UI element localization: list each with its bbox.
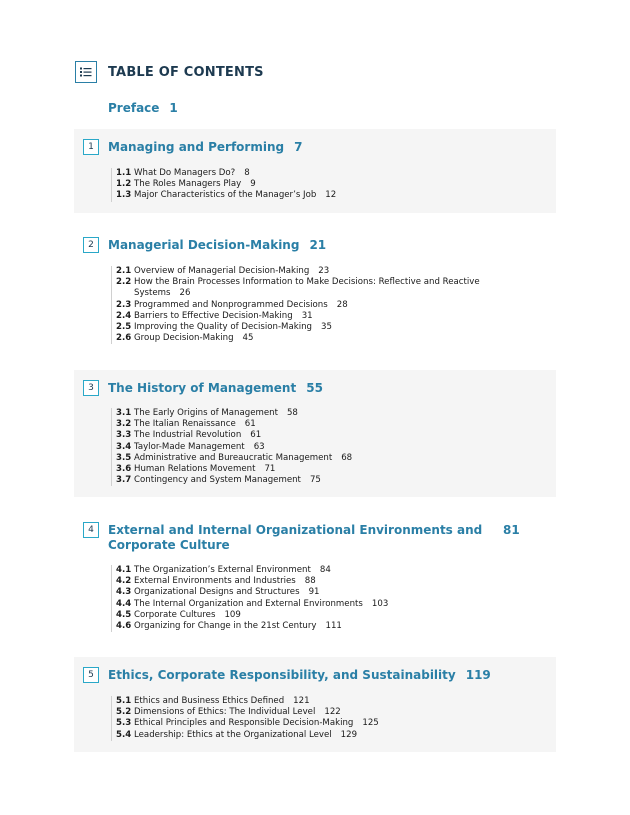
- section-list: [111, 168, 336, 202]
- preface-label: Preface: [108, 101, 160, 115]
- toc-entry-preface[interactable]: [108, 101, 178, 115]
- chapter-5: [74, 657, 556, 752]
- section-item[interactable]: 2.5 Improving the Quality of Decision-Making 35: [116, 322, 332, 333]
- chapter-page: 55: [306, 381, 323, 395]
- chapter-title-text: Managing and Performing: [108, 140, 285, 154]
- chapter-title[interactable]: [108, 668, 491, 683]
- chapter-title[interactable]: [108, 238, 326, 253]
- section-item[interactable]: 5.2 Dimensions of Ethics: The Individual Level 122: [116, 707, 341, 718]
- section-item[interactable]: 4.2 External Environments and Industries 88: [116, 576, 316, 587]
- chapter-title-text: Ethics, Corporate Responsibility, and Sustainability: [108, 668, 456, 682]
- chapter-title-text: The History of Management: [108, 381, 297, 395]
- section-item[interactable]: 1.1 What Do Managers Do? 8: [116, 168, 250, 178]
- section-item[interactable]: 3.5 Administrative and Bureaucratic Management 68: [116, 452, 353, 463]
- section-item[interactable]: 3.3 The Industrial Revolution 61: [116, 430, 262, 441]
- section-item[interactable]: 4.1 The Organization’s External Environment 84: [116, 565, 331, 575]
- toc-header: [75, 61, 264, 83]
- section-item[interactable]: 1.3 Major Characteristics of the Manager’s Job 12: [116, 190, 337, 201]
- section-item[interactable]: 4.3 Organizational Designs and Structures 91: [116, 587, 320, 598]
- section-list: [111, 266, 480, 344]
- chapter-3: [74, 370, 556, 497]
- chapter-number-badge: 5: [83, 667, 99, 683]
- section-list: [111, 565, 388, 632]
- section-item[interactable]: 3.1 The Early Origins of Management 58: [116, 408, 298, 418]
- chapter-page: 81: [503, 523, 520, 537]
- section-item[interactable]: 5.3 Ethical Principles and Responsible Decision-Making 125: [116, 718, 379, 729]
- chapter-page: 119: [465, 668, 491, 682]
- section-item[interactable]: 4.5 Corporate Cultures 109: [116, 609, 241, 620]
- chapter-number-badge: 2: [83, 237, 99, 253]
- chapter-4: [74, 512, 556, 640]
- chapter-title[interactable]: [108, 523, 518, 553]
- chapter-1: [74, 129, 556, 213]
- section-list: [111, 408, 352, 486]
- section-item[interactable]: 4.6 Organizing for Change in the 21st Century 111: [116, 621, 342, 632]
- chapter-page: 21: [309, 238, 327, 252]
- chapter-number-badge: 1: [83, 139, 99, 155]
- section-item[interactable]: 1.2 The Roles Managers Play 9: [116, 179, 256, 190]
- section-item[interactable]: 2.4 Barriers to Effective Decision-Making 31: [116, 310, 313, 321]
- chapter-number-badge: 3: [83, 380, 99, 396]
- section-list: [111, 696, 379, 741]
- section-item[interactable]: 2.1 Overview of Managerial Decision-Making 23: [116, 266, 330, 276]
- section-item[interactable]: 3.4 Taylor-Made Management 63: [116, 441, 265, 452]
- page-title: TABLE OF CONTENTS: [108, 64, 264, 80]
- chapter-title[interactable]: [108, 381, 323, 396]
- list-icon: [75, 61, 97, 83]
- chapter-title-text: Managerial Decision-Making: [108, 238, 300, 252]
- section-item[interactable]: 4.4 The Internal Organization and External Environments 103: [116, 598, 389, 609]
- section-item[interactable]: 2.3 Programmed and Nonprogrammed Decisions 28: [116, 299, 348, 310]
- chapter-title-text: External and Internal Organizational Environments and: [108, 523, 483, 537]
- section-item[interactable]: 3.2 The Italian Renaissance 61: [116, 419, 256, 430]
- section-item[interactable]: 3.6 Human Relations Movement 71: [116, 464, 276, 475]
- section-item[interactable]: 5.1 Ethics and Business Ethics Defined 121: [116, 696, 310, 706]
- section-item[interactable]: 5.4 Leadership: Ethics at the Organizational Level 129: [116, 729, 358, 740]
- chapter-title[interactable]: [108, 140, 302, 155]
- section-item[interactable]: 2.2 How the Brain Processes Information to Make Decisions: Reflective and Reactive Systems 26: [116, 277, 480, 299]
- chapter-page: 7: [294, 140, 303, 154]
- preface-page: 1: [169, 101, 178, 115]
- chapter-title-text-line2: Corporate Culture: [108, 538, 230, 552]
- chapter-2: [74, 227, 556, 355]
- section-item[interactable]: 3.7 Contingency and System Management 75: [116, 475, 321, 486]
- chapter-number-badge: 4: [83, 522, 99, 538]
- section-item[interactable]: 2.6 Group Decision-Making 45: [116, 333, 254, 344]
